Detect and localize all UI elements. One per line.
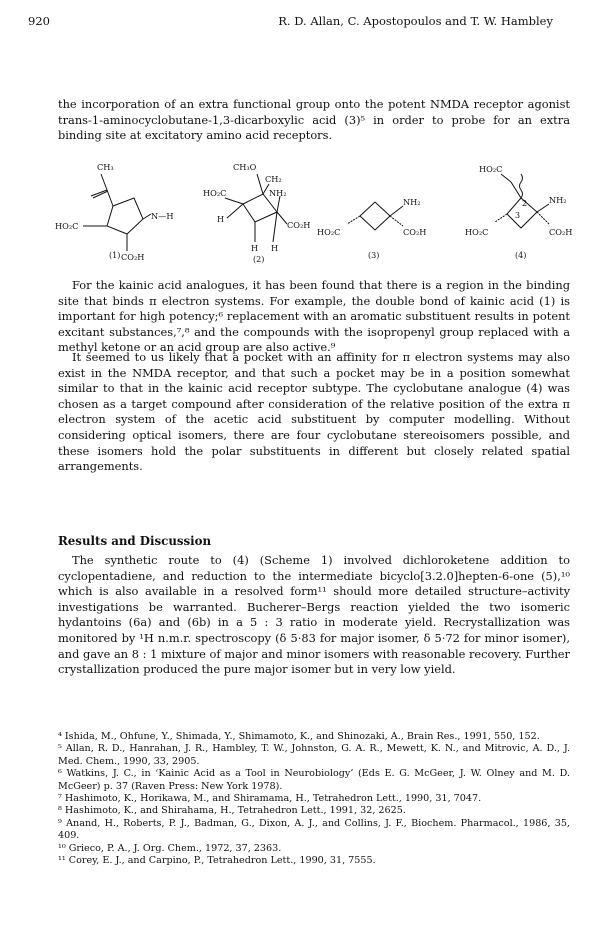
paragraph-intro: the incorporation of an extra functional group onto the potent NMDA receptor agonist trans-1-aminocyclobutane-1,3-dicarboxylic acid (3)⁵ in order to probe for an extra binding site at excitatory amino acid receptors.	[58, 97, 570, 143]
structure-label-3: (3)	[368, 251, 380, 260]
ring-position-label: 2	[522, 199, 528, 208]
structure-3	[347, 202, 403, 230]
atom-label: NH₂	[549, 195, 567, 205]
reference-10: ¹⁰ Grieco, P. A., J. Org. Chem., 1972, 37, 2363.	[58, 842, 282, 854]
section-heading: Results and Discussion	[58, 534, 212, 548]
structure-label-2: (2)	[253, 255, 265, 264]
paragraph-kainic-analogues: For the kainic acid analogues, it has been found that there is a region in the binding site that binds π electron systems. For example, the double bond of kainic acid (1) is important for high potency;⁶ replacement with an aromatic substituent results in potent excitant substances,⁷,⁸ and the compounds with the isopropenyl group replaced with a methyl ketone or an acid group are also active.⁹	[58, 278, 570, 355]
atom-label: CO₂H	[121, 252, 145, 262]
atom-label: HO₂C	[479, 164, 503, 174]
reference-5: ⁵ Allan, R. D., Hanrahan, J. R., Hambley, T. W., Johnston, G. A. R., Mewett, K. N., and Mitrovic, A. D., J. Med. Chem., 1990, 33, 2905.	[58, 743, 570, 767]
paragraph-results: The synthetic route to (4) (Scheme 1) involved dichloroketene addition to cyclopentadiene, and reduction to the intermediate bicyclo[3.2.0]hepten-6-one (5),¹⁰ which is also available in a resolved form¹¹ should more detailed structure–activity investigations be warranted. Bucherer–Bergs reaction yielded the two isomeric hydantoins (6a) and (6b) in a 5 : 3 ratio in moderate yield. Recrystallization was monitored by ¹H n.m.r. spectroscopy (δ 5·83 for major isomer, δ 5·72 for minor isomer), and gave an 8 : 1 mixture of major and minor isomers with reasonable recovery. Further crystallization produced the pure major isomer but in very low yield.	[58, 553, 570, 677]
reference-4: ⁴ Ishida, M., Ohfune, Y., Shimada, Y., Shimamoto, K., and Shinozaki, A., Brain Res., 1991, 550, 152.	[58, 731, 540, 742]
structure-label-4: (4)	[515, 251, 527, 260]
atom-label: NH₂	[403, 197, 421, 207]
atom-label: CH₂	[265, 174, 282, 184]
atom-label: HO₂C	[465, 227, 489, 237]
footnote-references	[58, 731, 570, 867]
atom-label: HO₂C	[203, 188, 227, 198]
atom-label: CH₃	[97, 162, 114, 172]
chemical-structures-figure	[55, 156, 575, 266]
atom-label: H	[217, 214, 225, 224]
paragraph-nmda-pocket: It seemed to us likely that a pocket with an affinity for π electron systems may also exist in the NMDA receptor, and that such a pocket may be in a position somewhat similar to that in the kainic acid receptor subtype. The cyclobutane analogue (4) was chosen as a target compound after consideration of the relative position of the extra π electron system of the acetic acid substituent by computer modelling. Without considering optical isomers, there are four cyclobutane stereoisomers possible, and these isomers hold the polar substituents in different but closely related spatial arrangements.	[58, 350, 570, 474]
atom-label: CO₂H	[549, 227, 573, 237]
atom-label: HO₂C	[317, 227, 341, 237]
reference-7: ⁷ Hashimoto, K., Horikawa, M., and Shiramama, H., Tetrahedron Lett., 1990, 31, 7047.	[58, 793, 482, 805]
atom-label: CH₃O	[233, 162, 257, 172]
atom-label: NH₂	[269, 188, 287, 198]
reference-9: ⁹ Anand, H., Roberts, P. J., Badman, G., Dixon, A. J., and Collins, J. F., Biochem. Pharmacol., 1986, 35, 409.	[58, 817, 570, 842]
atom-label: H	[271, 243, 279, 253]
atom-label: CO₂H	[403, 227, 427, 237]
ring-position-label: 3	[515, 211, 521, 220]
structure-1-kainic-acid	[83, 174, 151, 251]
running-header-authors: R. D. Allan, C. Apostopoulos and T. W. Hambley	[278, 14, 553, 28]
atom-label: N—H	[151, 211, 174, 221]
reference-8: ⁸ Hashimoto, K., and Shirahama, H., Tetrahedron Lett., 1991, 32, 2625.	[58, 805, 406, 817]
atom-label: H	[251, 243, 259, 253]
atom-label: CO₂H	[287, 220, 311, 230]
reference-6: ⁶ Watkins, J. C., in ‘Kainic Acid as a Tool in Neurobiology’ (Eds E. G. McGeer, J. W. Olney and M. D. McGeer) p. 37 (Raven Press: New York 1978).	[58, 768, 570, 792]
structure-label-1: (1)	[109, 251, 121, 260]
reference-11: ¹¹ Corey, E. J., and Carpino, P., Tetrahedron Lett., 1990, 31, 7555.	[58, 855, 376, 867]
page-number: 920	[28, 14, 50, 28]
structure-2	[225, 174, 287, 242]
atom-label: HO₂C	[55, 221, 79, 231]
